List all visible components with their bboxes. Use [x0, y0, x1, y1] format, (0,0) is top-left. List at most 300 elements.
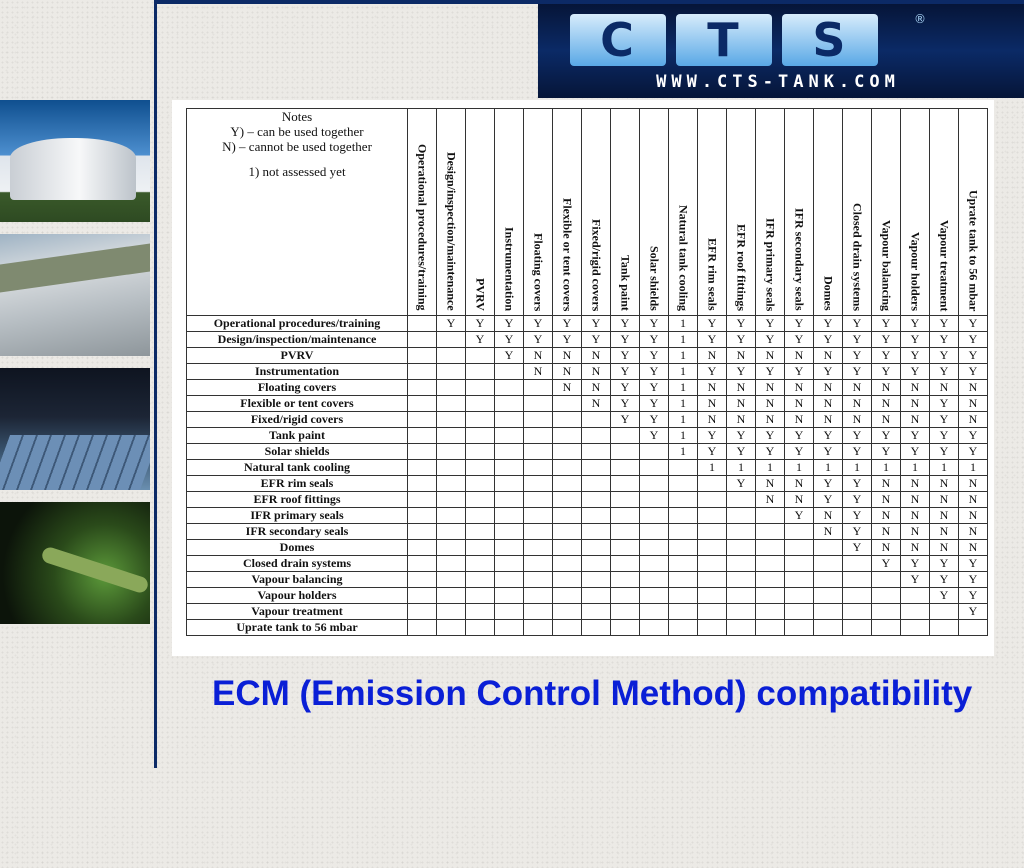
compatibility-cell — [466, 492, 495, 508]
table-row — [187, 316, 988, 332]
compatibility-cell — [553, 620, 582, 636]
compatibility-cell — [611, 620, 640, 636]
column-header-label: Flexible or tent covers — [560, 197, 575, 311]
compatibility-cell: Y — [437, 316, 466, 332]
row-label: Fixed/rigid covers — [187, 412, 408, 428]
compatibility-cell: Y — [756, 444, 785, 460]
compatibility-cell — [495, 524, 524, 540]
compatibility-cell: Y — [524, 316, 553, 332]
compatibility-cell — [814, 588, 843, 604]
compatibility-cell — [756, 556, 785, 572]
compatibility-cell: N — [959, 508, 988, 524]
compatibility-cell — [698, 588, 727, 604]
compatibility-cell — [466, 556, 495, 572]
compatibility-cell: Y — [611, 364, 640, 380]
compatibility-cell — [437, 348, 466, 364]
compatibility-cell: Y — [640, 364, 669, 380]
compatibility-cell — [495, 492, 524, 508]
compatibility-cell: Y — [785, 444, 814, 460]
logo-letter: C — [570, 14, 666, 66]
compatibility-cell — [408, 428, 437, 444]
slide-title: ECM (Emission Control Method) compatibility — [212, 674, 973, 713]
compatibility-cell — [524, 396, 553, 412]
row-label: EFR roof fittings — [187, 492, 408, 508]
table-row — [187, 524, 988, 540]
compatibility-cell: N — [756, 412, 785, 428]
compatibility-cell: Y — [930, 444, 959, 460]
compatibility-cell — [437, 556, 466, 572]
row-label: Instrumentation — [187, 364, 408, 380]
compatibility-cell — [553, 572, 582, 588]
compatibility-cell: Y — [611, 412, 640, 428]
compatibility-cell — [437, 604, 466, 620]
compatibility-cell: Y — [698, 364, 727, 380]
compatibility-cell: 1 — [843, 460, 872, 476]
compatibility-cell — [437, 412, 466, 428]
compatibility-cell — [553, 428, 582, 444]
row-label: Vapour balancing — [187, 572, 408, 588]
compatibility-cell — [553, 556, 582, 572]
column-header-label: Vapour balancing — [879, 219, 894, 311]
compatibility-cell: Y — [843, 508, 872, 524]
compatibility-cell — [698, 508, 727, 524]
compatibility-cell — [524, 556, 553, 572]
compatibility-cell: Y — [698, 428, 727, 444]
column-header — [408, 109, 437, 316]
compatibility-cell: N — [930, 508, 959, 524]
compatibility-cell: Y — [872, 316, 901, 332]
compatibility-cell: N — [785, 492, 814, 508]
compatibility-cell: Y — [640, 396, 669, 412]
compatibility-cell — [437, 380, 466, 396]
compatibility-cell — [408, 364, 437, 380]
column-header — [495, 109, 524, 316]
compatibility-cell: Y — [785, 332, 814, 348]
compatibility-cell — [466, 428, 495, 444]
column-header — [814, 109, 843, 316]
compatibility-cell — [611, 604, 640, 620]
compatibility-cell: N — [814, 380, 843, 396]
compatibility-cell — [901, 604, 930, 620]
compatibility-cell: 1 — [872, 460, 901, 476]
row-label: IFR secondary seals — [187, 524, 408, 540]
compatibility-cell — [640, 492, 669, 508]
column-header-label: IFR secondary seals — [792, 208, 807, 311]
compatibility-cell — [466, 364, 495, 380]
compatibility-cell: N — [727, 380, 756, 396]
compatibility-cell — [408, 348, 437, 364]
compatibility-cell: 1 — [669, 412, 698, 428]
column-header-label: Fixed/rigid covers — [589, 218, 604, 311]
compatibility-cell: N — [872, 508, 901, 524]
compatibility-cell — [611, 444, 640, 460]
compatibility-cell: 1 — [756, 460, 785, 476]
compatibility-cell: N — [785, 412, 814, 428]
column-header — [930, 109, 959, 316]
compatibility-cell — [611, 588, 640, 604]
compatibility-cell: N — [901, 508, 930, 524]
compatibility-cell: Y — [930, 316, 959, 332]
column-header-label: EFR rim seals — [705, 238, 720, 311]
compatibility-cell — [872, 572, 901, 588]
compatibility-cell: N — [843, 380, 872, 396]
compatibility-cell — [669, 620, 698, 636]
compatibility-cell: Y — [727, 476, 756, 492]
compatibility-cell — [611, 572, 640, 588]
compatibility-cell: N — [930, 476, 959, 492]
compatibility-cell: Y — [814, 428, 843, 444]
compatibility-cell — [727, 492, 756, 508]
compatibility-cell — [582, 572, 611, 588]
compatibility-cell: Y — [466, 316, 495, 332]
compatibility-cell — [785, 524, 814, 540]
compatibility-cell: Y — [959, 588, 988, 604]
compatibility-cell — [495, 364, 524, 380]
compatibility-cell: N — [872, 492, 901, 508]
compatibility-cell: N — [582, 380, 611, 396]
compatibility-cell — [901, 620, 930, 636]
compatibility-cell — [437, 524, 466, 540]
compatibility-cell: 1 — [727, 460, 756, 476]
compatibility-cell: Y — [495, 332, 524, 348]
column-header — [756, 109, 785, 316]
compatibility-cell: N — [756, 476, 785, 492]
compatibility-cell: Y — [582, 332, 611, 348]
column-header-label: Domes — [821, 276, 836, 311]
compatibility-cell: Y — [901, 444, 930, 460]
compatibility-cell — [785, 540, 814, 556]
compatibility-cell: Y — [930, 412, 959, 428]
compatibility-cell: Y — [930, 396, 959, 412]
compatibility-cell — [582, 444, 611, 460]
compatibility-cell: N — [785, 380, 814, 396]
compatibility-cell — [640, 556, 669, 572]
compatibility-cell — [466, 444, 495, 460]
column-header — [727, 109, 756, 316]
compatibility-cell — [814, 556, 843, 572]
compatibility-cell: Y — [814, 364, 843, 380]
compatibility-cell: Y — [959, 348, 988, 364]
left-divider — [154, 0, 157, 768]
compatibility-cell — [785, 588, 814, 604]
compatibility-cell — [437, 428, 466, 444]
compatibility-cell: N — [930, 492, 959, 508]
compatibility-cell — [640, 476, 669, 492]
compatibility-cell — [466, 508, 495, 524]
compatibility-cell: Y — [843, 428, 872, 444]
compatibility-cell: Y — [785, 508, 814, 524]
column-header-label: Closed drain systems — [850, 202, 865, 311]
compatibility-cell: Y — [959, 428, 988, 444]
row-label: Domes — [187, 540, 408, 556]
compatibility-cell — [524, 508, 553, 524]
compatibility-cell — [466, 380, 495, 396]
table-row — [187, 476, 988, 492]
storage-tank-photo — [0, 100, 150, 222]
compatibility-cell — [524, 444, 553, 460]
compatibility-cell — [524, 588, 553, 604]
compatibility-cell — [727, 508, 756, 524]
compatibility-cell: N — [959, 540, 988, 556]
compatibility-cell: N — [698, 412, 727, 428]
compatibility-cell: Y — [640, 332, 669, 348]
compatibility-cell — [640, 524, 669, 540]
compatibility-cell: N — [959, 492, 988, 508]
compatibility-cell: N — [582, 364, 611, 380]
compatibility-cell: Y — [727, 332, 756, 348]
compatibility-cell: N — [553, 348, 582, 364]
column-header — [872, 109, 901, 316]
compatibility-cell — [495, 396, 524, 412]
compatibility-cell: N — [901, 524, 930, 540]
compatibility-cell: Y — [611, 316, 640, 332]
compatibility-cell: Y — [727, 364, 756, 380]
compatibility-cell: Y — [872, 428, 901, 444]
compatibility-cell: N — [872, 540, 901, 556]
compatibility-cell: Y — [959, 556, 988, 572]
compatibility-cell: N — [756, 492, 785, 508]
compatibility-cell: N — [843, 412, 872, 428]
column-header-label: Solar shields — [647, 246, 662, 311]
compatibility-cell — [408, 380, 437, 396]
compatibility-cell: Y — [814, 476, 843, 492]
table-row — [187, 380, 988, 396]
column-header — [669, 109, 698, 316]
compatibility-cell — [698, 476, 727, 492]
compatibility-cell: Y — [640, 316, 669, 332]
column-header — [611, 109, 640, 316]
compatibility-cell — [669, 492, 698, 508]
compatibility-cell — [437, 540, 466, 556]
compatibility-cell — [582, 460, 611, 476]
compatibility-cell: Y — [930, 428, 959, 444]
compatibility-cell — [553, 588, 582, 604]
compatibility-cell — [727, 572, 756, 588]
compatibility-cell — [669, 604, 698, 620]
column-header — [959, 109, 988, 316]
compatibility-cell: N — [930, 540, 959, 556]
compatibility-cell: Y — [640, 348, 669, 364]
compatibility-cell — [524, 380, 553, 396]
compatibility-cell — [582, 556, 611, 572]
compatibility-cell: N — [698, 380, 727, 396]
column-header-label: Operational procedures/training — [415, 144, 430, 311]
compatibility-cell: Y — [872, 332, 901, 348]
compatibility-cell: 1 — [814, 460, 843, 476]
compatibility-cell — [524, 412, 553, 428]
compatibility-cell — [582, 540, 611, 556]
compatibility-cell: N — [524, 364, 553, 380]
compatibility-cell — [843, 572, 872, 588]
compatibility-cell: Y — [930, 588, 959, 604]
compatibility-cell: Y — [872, 348, 901, 364]
compatibility-cell — [524, 492, 553, 508]
compatibility-cell: Y — [495, 316, 524, 332]
compatibility-cell — [698, 492, 727, 508]
compatibility-cell — [640, 508, 669, 524]
column-header — [698, 109, 727, 316]
compatibility-cell: 1 — [669, 380, 698, 396]
note-line: N) – cannot be used together — [222, 139, 372, 154]
compatibility-cell: Y — [872, 556, 901, 572]
compatibility-cell — [408, 556, 437, 572]
compatibility-cell — [553, 396, 582, 412]
logo-url: WWW.CTS-TANK.COM — [656, 72, 900, 92]
solar-cover-photo — [0, 368, 150, 490]
compatibility-cell: Y — [524, 332, 553, 348]
compatibility-cell — [466, 524, 495, 540]
compatibility-cell — [582, 508, 611, 524]
compatibility-cell — [611, 428, 640, 444]
compatibility-cell: Y — [843, 476, 872, 492]
compatibility-cell — [553, 508, 582, 524]
compatibility-cell — [640, 572, 669, 588]
compatibility-cell — [930, 604, 959, 620]
compatibility-cell: Y — [553, 332, 582, 348]
compatibility-cell: N — [756, 396, 785, 412]
compatibility-cell — [495, 412, 524, 428]
compatibility-cell: N — [814, 396, 843, 412]
compatibility-cell: N — [814, 348, 843, 364]
compatibility-cell: Y — [640, 412, 669, 428]
compatibility-cell — [466, 396, 495, 412]
compatibility-cell — [437, 476, 466, 492]
row-label: Vapour holders — [187, 588, 408, 604]
compatibility-cell: Y — [814, 444, 843, 460]
compatibility-cell: N — [901, 476, 930, 492]
compatibility-cell: N — [756, 380, 785, 396]
compatibility-cell: N — [843, 396, 872, 412]
compatibility-cell: Y — [843, 540, 872, 556]
compatibility-cell — [495, 540, 524, 556]
column-header-label: Vapour treatment — [937, 219, 952, 311]
compatibility-cell — [495, 572, 524, 588]
compatibility-cell — [843, 620, 872, 636]
compatibility-cell — [669, 588, 698, 604]
compatibility-cell: N — [959, 524, 988, 540]
compatibility-cell: Y — [640, 380, 669, 396]
compatibility-cell — [408, 444, 437, 460]
photo-strip — [0, 0, 152, 868]
compatibility-cell — [698, 572, 727, 588]
compatibility-cell: 1 — [959, 460, 988, 476]
compatibility-cell: N — [727, 348, 756, 364]
compatibility-cell — [408, 396, 437, 412]
compatibility-cell: Y — [756, 428, 785, 444]
compatibility-cell — [582, 524, 611, 540]
logo-letter: S — [782, 14, 878, 66]
compatibility-cell: Y — [901, 428, 930, 444]
compatibility-cell: N — [698, 348, 727, 364]
compatibility-cell — [408, 476, 437, 492]
compatibility-cell: Y — [814, 316, 843, 332]
compatibility-cell — [727, 604, 756, 620]
compatibility-cell: Y — [959, 316, 988, 332]
logo-letter: T — [676, 14, 772, 66]
compatibility-cell: Y — [901, 572, 930, 588]
compatibility-cell — [524, 428, 553, 444]
compatibility-cell — [495, 508, 524, 524]
compatibility-cell: Y — [640, 428, 669, 444]
compatibility-cell: Y — [756, 316, 785, 332]
compatibility-cell: N — [872, 396, 901, 412]
compatibility-cell: Y — [785, 316, 814, 332]
compatibility-cell — [408, 332, 437, 348]
compatibility-cell: N — [959, 396, 988, 412]
compatibility-cell — [843, 556, 872, 572]
compatibility-cell — [640, 540, 669, 556]
compatibility-cell — [756, 508, 785, 524]
table-row — [187, 332, 988, 348]
compatibility-cell — [553, 540, 582, 556]
column-header — [553, 109, 582, 316]
compatibility-cell: N — [553, 380, 582, 396]
compatibility-cell — [611, 476, 640, 492]
compatibility-cell — [524, 460, 553, 476]
compatibility-cell — [582, 604, 611, 620]
compatibility-cell — [727, 556, 756, 572]
compatibility-cell — [814, 572, 843, 588]
compatibility-cell — [553, 460, 582, 476]
compatibility-cell — [524, 604, 553, 620]
compatibility-cell — [495, 380, 524, 396]
compatibility-cell — [669, 556, 698, 572]
compatibility-cell: N — [553, 364, 582, 380]
compatibility-cell — [495, 476, 524, 492]
compatibility-cell — [495, 604, 524, 620]
compatibility-cell — [437, 364, 466, 380]
column-header-label: Natural tank cooling — [676, 204, 691, 311]
row-label: PVRV — [187, 348, 408, 364]
compatibility-cell: Y — [495, 348, 524, 364]
column-header — [524, 109, 553, 316]
compatibility-cell — [698, 524, 727, 540]
compatibility-cell: Y — [901, 364, 930, 380]
column-header — [843, 109, 872, 316]
compatibility-cell — [785, 604, 814, 620]
compatibility-cell: Y — [785, 364, 814, 380]
compatibility-cell — [582, 492, 611, 508]
compatibility-cell: Y — [959, 604, 988, 620]
compatibility-cell: Y — [727, 316, 756, 332]
compatibility-cell — [756, 588, 785, 604]
compatibility-cell — [669, 572, 698, 588]
note-line: Y) – can be used together — [230, 124, 364, 139]
compatibility-cell: N — [727, 412, 756, 428]
compatibility-cell — [669, 460, 698, 476]
column-header — [466, 109, 495, 316]
compatibility-cell: N — [582, 396, 611, 412]
table-row — [187, 588, 988, 604]
compatibility-cell — [408, 524, 437, 540]
compatibility-cell — [495, 460, 524, 476]
compatibility-cell — [466, 540, 495, 556]
compatibility-cell — [727, 620, 756, 636]
compatibility-cell: Y — [872, 444, 901, 460]
floating-roof-photo — [0, 234, 150, 356]
compatibility-cell — [640, 620, 669, 636]
table-row — [187, 444, 988, 460]
compatibility-cell — [524, 572, 553, 588]
compatibility-cell — [495, 428, 524, 444]
compatibility-cell — [466, 620, 495, 636]
compatibility-cell: Y — [901, 348, 930, 364]
compatibility-cell — [930, 620, 959, 636]
compatibility-cell: Y — [756, 332, 785, 348]
compatibility-cell: Y — [843, 348, 872, 364]
compatibility-cell — [843, 588, 872, 604]
compatibility-cell — [466, 604, 495, 620]
